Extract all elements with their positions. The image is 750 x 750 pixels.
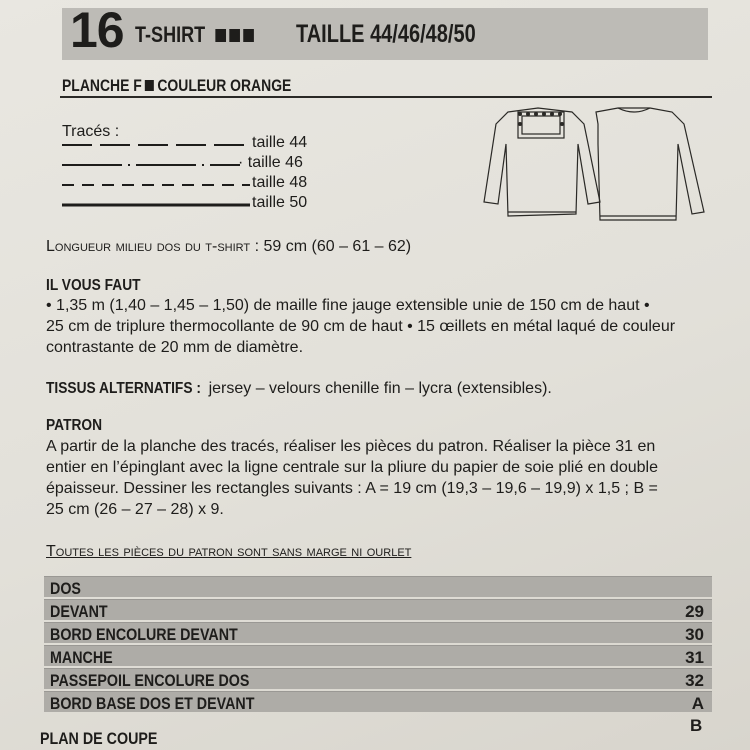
piece-name: BORD BASE DOS ET DEVANT (50, 694, 255, 713)
planche-color: COULEUR ORANGE (157, 76, 292, 95)
pieces-table (44, 576, 712, 714)
materials-line: • 1,35 m (1,40 – 1,45 – 1,50) de maille fine jauge extensible unie de 150 cm de haut • (46, 297, 650, 314)
model-number: 16 (70, 2, 124, 58)
trace-row-50 (60, 194, 330, 214)
tshirt-sketch-icon (468, 104, 712, 228)
trace-label: taille 48 (252, 174, 308, 191)
pattern-line: entier en l’épinglant avec la ligne centrale sur la pliure du papier de soie plié en double (46, 459, 658, 476)
piece-number: 30 (685, 625, 704, 644)
materials-title: IL VOUS FAUT (46, 277, 141, 294)
piece-number: 31 (685, 648, 704, 667)
planche-label: PLANCHE F (62, 76, 142, 95)
garment-title (135, 22, 257, 48)
difficulty-square-icon (243, 29, 254, 42)
piece-name: DEVANT (50, 602, 108, 621)
piece-number: 29 (685, 602, 704, 621)
table-row (44, 691, 712, 712)
piece-name: MANCHE (50, 648, 113, 667)
size-range: TAILLE 44/46/48/50 (296, 20, 476, 48)
table-row (44, 599, 712, 620)
piece-name: PASSEPOIL ENCOLURE DOS (50, 671, 250, 690)
short-dash-line-icon (60, 182, 252, 188)
pattern-line: A partir de la planche des tracés, réaliser les pièces du patron. Réaliser la pièce 31 en (46, 438, 656, 455)
table-row (44, 645, 712, 666)
alternative-fabrics-title: TISSUS ALTERNATIFS : (46, 380, 201, 397)
piece-number: 32 (685, 671, 704, 690)
difficulty-square-icon (215, 29, 226, 42)
dash-dot-line-icon (60, 162, 252, 168)
back-length-value: : 59 cm (60 – 61 – 62) (250, 238, 412, 255)
piece-name: BORD ENCOLURE DEVANT (50, 625, 238, 644)
table-row (44, 668, 712, 689)
trace-label: taille 50 (252, 194, 308, 211)
difficulty-squares (210, 22, 257, 47)
seam-allowance-note: Toutes les pièces du patron sont sans marge ni ourlet (46, 543, 412, 560)
solid-line-icon (60, 202, 252, 208)
trace-row-46 (60, 154, 330, 174)
piece-number-extra: B (690, 716, 703, 735)
back-length-label: Longueur milieu dos du t-shirt (46, 238, 251, 255)
alternative-fabrics-line (46, 378, 552, 399)
trace-label: · taille 46 (238, 154, 303, 171)
planche-heading (62, 76, 291, 96)
pattern-title: PATRON (46, 417, 103, 434)
trace-row-44 (60, 134, 330, 154)
piece-number: A (691, 694, 704, 713)
back-length-line (46, 236, 411, 257)
traces-title: Tracés : (62, 123, 120, 140)
planche-underline (60, 96, 712, 98)
trace-row-48 (60, 174, 330, 194)
materials-line: 25 cm de triplure thermocollante de 90 cm de haut • 15 œillets en métal laqué de couleur (46, 318, 676, 335)
piece-name: DOS (50, 579, 81, 598)
pattern-line: épaisseur. Dessiner les rectangles suivants : A = 19 cm (19,3 – 19,6 – 19,9) x 1,5 ; B = (46, 480, 658, 497)
alternative-fabrics-text: jersey – velours chenille fin – lycra (extensibles). (204, 380, 552, 397)
table-row (44, 622, 712, 643)
cutting-plan-title: PLAN DE COUPE (40, 729, 158, 748)
square-bullet-icon (145, 80, 154, 91)
long-dash-line-icon (60, 142, 252, 148)
pattern-line: 25 cm (26 – 27 – 28) x 9. (46, 501, 224, 518)
table-row (44, 576, 712, 597)
garment-title-text: T-SHIRT (135, 22, 206, 47)
materials-line: contrastante de 20 mm de diamètre. (46, 339, 304, 356)
difficulty-square-icon (229, 29, 240, 42)
trace-label: taille 44 (252, 134, 308, 151)
